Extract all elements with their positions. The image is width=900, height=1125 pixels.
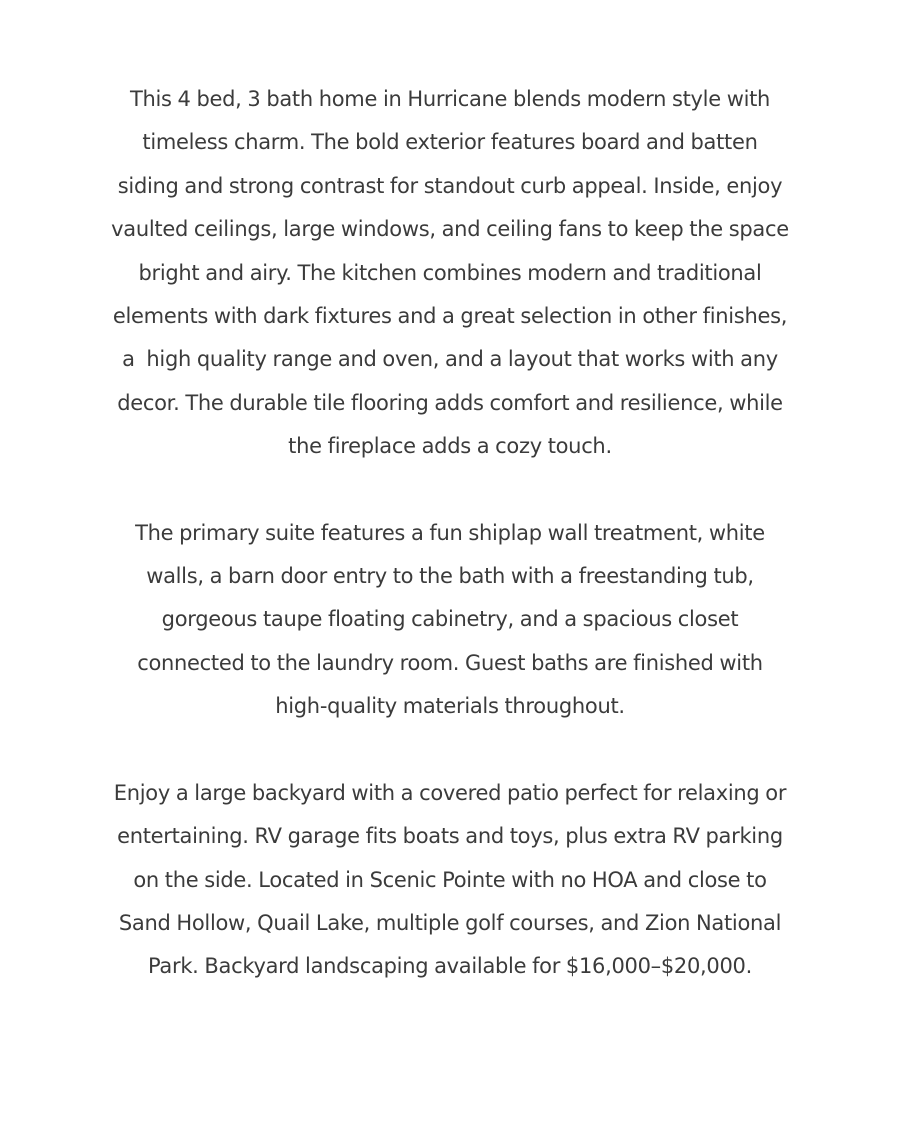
text-line: This 4 bed, 3 bath home in Hurricane blends modern style with	[129, 87, 771, 111]
text-line: a high quality range and oven, and a layout that works with any	[122, 347, 778, 372]
paragraph-primary-suite	[80, 512, 820, 729]
text-line: timeless charm. The bold exterior features board and batten	[142, 130, 758, 155]
text-line: Sand Hollow, Quail Lake, multiple golf courses, and Zion National	[118, 910, 782, 935]
text-line: The primary suite features a fun shiplap wall treatment, white	[135, 520, 765, 545]
paragraph-backyard-location	[80, 772, 820, 989]
text-line: the fireplace adds a cozy touch.	[288, 434, 612, 459]
text-line: bright and airy. The kitchen combines modern and traditional	[138, 260, 762, 285]
text-line: walls, a barn door entry to the bath with a freestanding tub,	[146, 564, 754, 589]
text-line: siding and strong contrast for standout curb appeal. Inside, enjoy	[117, 173, 783, 198]
text-line: connected to the laundry room. Guest baths are finished with	[137, 650, 763, 675]
text-line: vaulted ceilings, large windows, and ceiling fans to keep the space	[111, 217, 789, 242]
text-line: high-quality materials throughout.	[275, 694, 625, 719]
text-line: elements with dark fixtures and a great selection in other finishes,	[112, 304, 788, 329]
paragraph-home-overview	[80, 78, 820, 469]
text-line: decor. The durable tile flooring adds comfort and resilience, while	[117, 390, 783, 415]
text-line: on the side. Located in Scenic Pointe with no HOA and close to	[133, 867, 767, 892]
text-line: gorgeous taupe floating cabinetry, and a spacious closet	[161, 607, 739, 632]
listing-description	[0, 78, 900, 989]
text-line: Park. Backyard landscaping available for $16,000–$20,000.	[148, 954, 752, 979]
text-line: Enjoy a large backyard with a covered patio perfect for relaxing or	[113, 780, 787, 805]
text-line: entertaining. RV garage fits boats and toys, plus extra RV parking	[117, 824, 783, 849]
